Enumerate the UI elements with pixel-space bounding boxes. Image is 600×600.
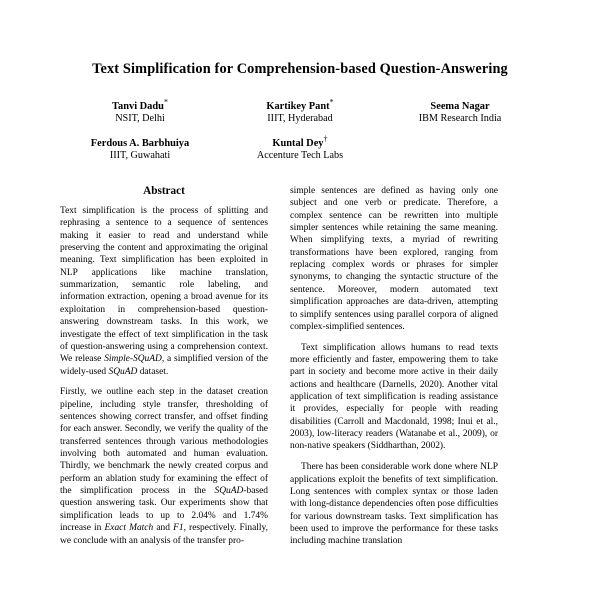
- dataset-name-squad: SQuAD: [214, 486, 244, 497]
- author-block: [60, 97, 540, 163]
- author-entry: [60, 137, 220, 163]
- abstract-paragraph: Text simplification is the process of splitting and rephrasing a sentence to a sequence of sentences making it easier to read and understand while preserving the content and approximating the original meaning. Text simplification has been exploited in NLP applications like machine translation, summarization, semantic role labeling, and information extraction, opening a broad avenue for its exploitation in comprehension-based question-answering downstream tasks. In this work, we investigate the effect of text simplification in the task of question-answering using a comprehension context. We release Simple-SQuAD, a simplified version of the widely-used SQuAD dataset.: [60, 206, 268, 377]
- page-title: Text Simplification for Comprehension-based Question-Answering: [92, 61, 508, 77]
- abstract-paragraph: Firstly, we outline each step in the dataset creation pipeline, including style transfer, thresholding of sentences showing correct transfer, and offset finding for each answer. Secondly, we verify the quality of the transferred sentences through various methodologies involving both automated and human evaluation. Thirdly, we benchmark the newly created corpus and perform an ablation study for examining the effect of the simplification process in the SQuAD-based question answering task. Our experiments show that simplification leads to up to 2.04% and 1.74% increase in Exact Match and F1, respectively. Finally, we conclude with an analysis of the transfer pro-: [60, 387, 268, 546]
- metric-value-exact-match: 2.04%: [191, 510, 216, 521]
- author-entry: [380, 100, 540, 126]
- column-right: [290, 185, 498, 548]
- abstract-heading: Abstract: [143, 185, 185, 198]
- author-entry: [220, 97, 380, 126]
- author-entry: [220, 134, 380, 163]
- author-name: Seema Nagar: [430, 101, 490, 113]
- author-footnote-marker: *: [329, 97, 334, 107]
- body-paragraph: Text simplification allows humans to read texts more efficiently and faster, empowering them to take part in society and become more active in their daily actions and healthcare (Darnells, 2020). Another vital application of text simplification is reading assistance it provides, especially for people with reading disabilities (Carroll and Macdonald, 1998; Inui et al., 2003), low-literacy readers (Watanabe et al., 2009), or non-native speakers (Siddharthan, 2002).: [290, 342, 498, 452]
- column-left: [60, 185, 268, 548]
- dataset-name-simple-squad: Simple-SQuAD: [104, 354, 162, 365]
- body-paragraph: simple sentences are defined as having only one subject and one verb or predicate. Therefore, a complex sentence can be rewritten into multiple simpler sentences while retaining the same meaning. When simplifying texts, a myriad of rewriting transformations have been explored, ranging from replacing complex words or phrases for simpler synonyms, to changing the syntactic structure of the sentence. Moreover, modern automated text simplification approaches are data-driven, attempting to simplify sentences using parallel corpora of aligned complex-simplified sentences.: [290, 186, 498, 332]
- author-affiliation: IBM Research India: [418, 113, 502, 125]
- author-entry: [60, 97, 220, 126]
- author-name: Kartikey Pant*: [266, 97, 334, 113]
- metric-value-f1: 1.74%: [243, 510, 268, 521]
- author-row: [60, 97, 540, 126]
- author-name: Ferdous A. Barbhuiya: [90, 138, 190, 150]
- author-affiliation: NSIT, Delhi: [115, 113, 165, 125]
- dataset-name-squad: SQuAD: [108, 366, 138, 377]
- author-row: [60, 134, 540, 163]
- metric-name-exact-match: Exact Match: [104, 523, 154, 534]
- metric-name-f1: F1: [173, 523, 184, 534]
- author-footnote-marker: *: [163, 97, 168, 107]
- author-footnote-marker: †: [323, 134, 328, 144]
- author-affiliation: IIIT, Guwahati: [109, 150, 171, 162]
- body-paragraph: There has been considerable work done where NLP applications exploit the benefits of text simplification. Long sentences with complex syntax or those laden with long-distance dependencies often pose difficulties for various downstream tasks. Text simplification has been used to improve the performance for these tasks including machine translation: [290, 462, 498, 547]
- two-column-body: [60, 185, 540, 548]
- author-name: Tanvi Dadu*: [112, 97, 168, 113]
- author-affiliation: Accenture Tech Labs: [256, 150, 344, 162]
- author-entry-empty: [380, 137, 540, 163]
- author-affiliation: IIIT, Hyderabad: [267, 113, 333, 125]
- author-name: Kuntal Dey†: [272, 134, 328, 150]
